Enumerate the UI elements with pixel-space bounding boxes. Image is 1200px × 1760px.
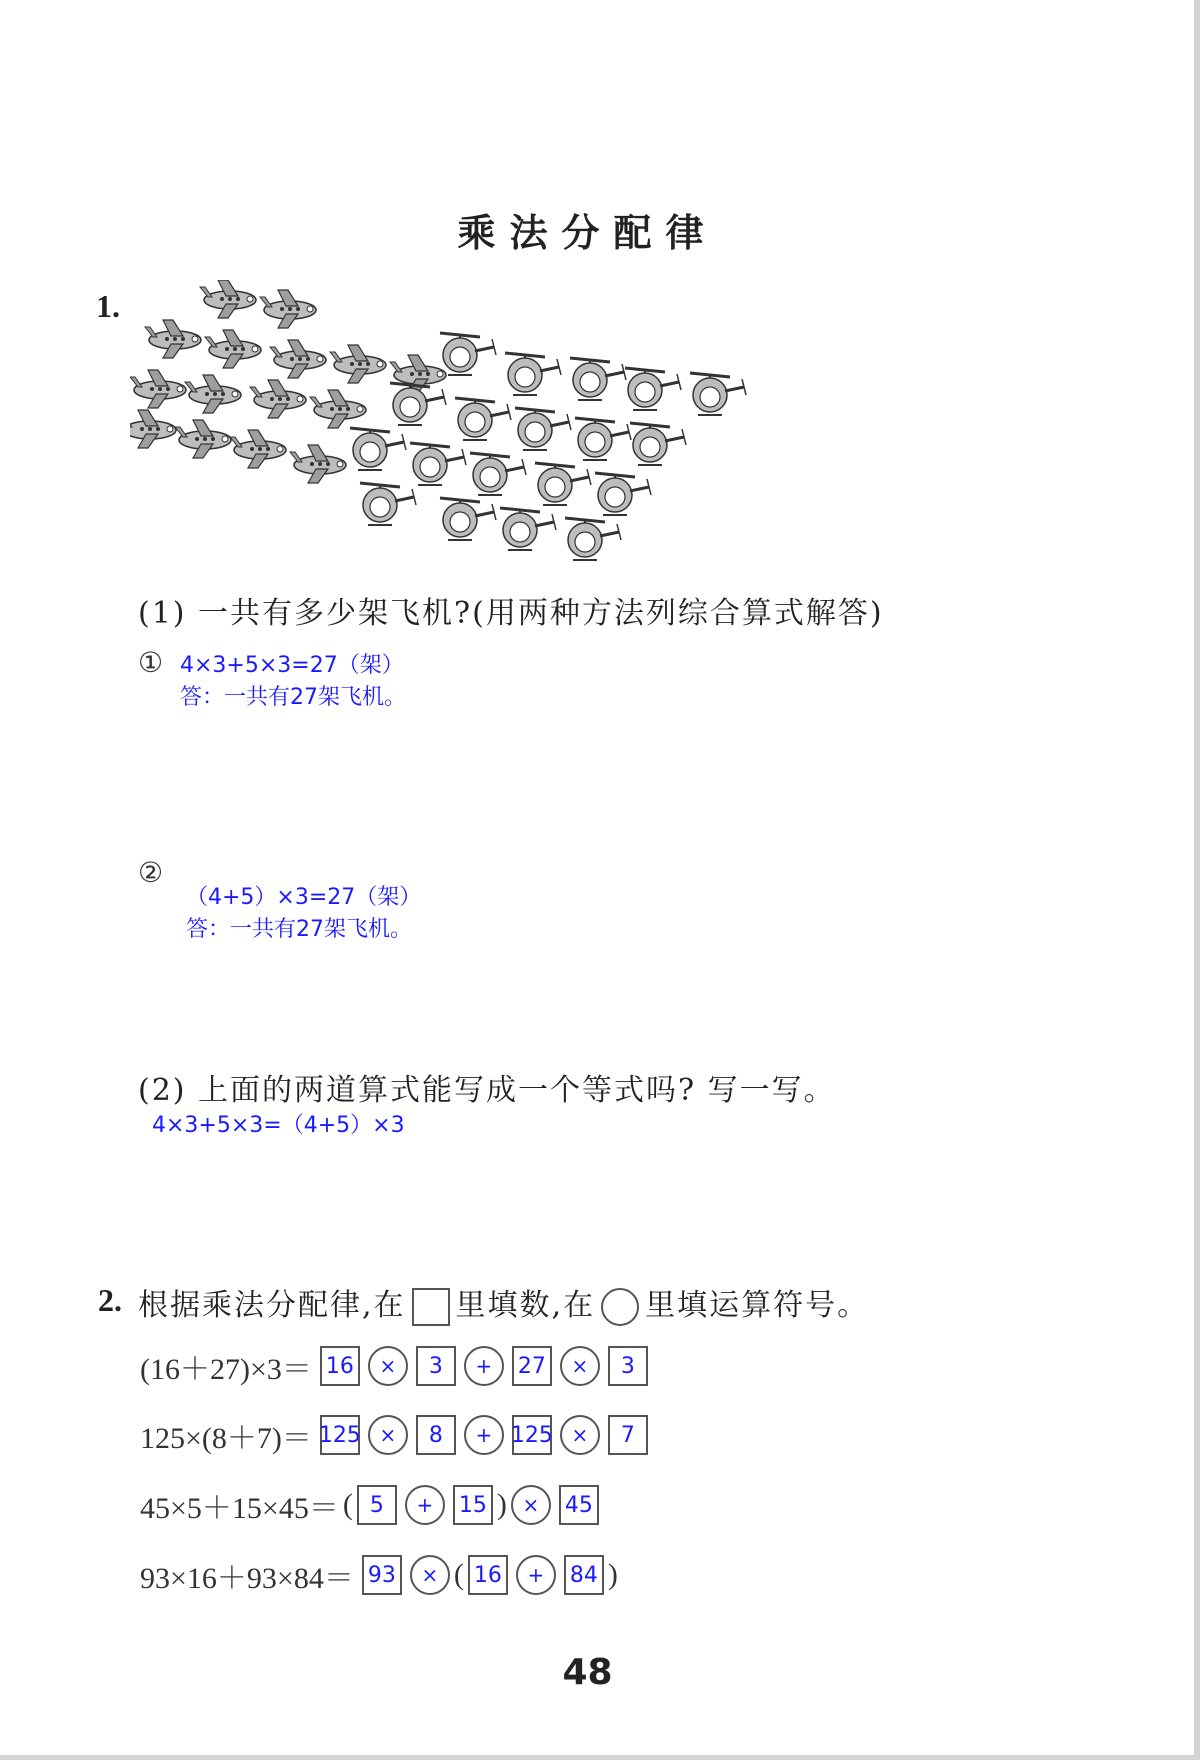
equation-lhs: 45×5＋15×45＝	[140, 1492, 339, 1525]
question-2-instruction	[138, 1280, 869, 1326]
answer-box[interactable]: 3	[416, 1346, 456, 1386]
method-2-answer: 答：一共有27架飞机。	[186, 917, 412, 942]
operator-circle[interactable]: ×	[511, 1485, 551, 1525]
box-symbol	[412, 1288, 450, 1326]
operator-circle[interactable]: +	[405, 1485, 445, 1525]
instruction-part-a: 根据乘法分配律,在	[138, 1288, 406, 1323]
equation-lhs: 93×16＋93×84＝	[140, 1562, 354, 1595]
answer-box[interactable]: 16	[320, 1346, 360, 1386]
circle-symbol	[601, 1288, 639, 1326]
page-number: 48	[562, 1652, 613, 1693]
answer-box[interactable]: 16	[468, 1555, 508, 1595]
answer-box[interactable]: 3	[608, 1346, 648, 1386]
answer-box[interactable]: 7	[608, 1415, 648, 1455]
equation-row-2	[140, 1412, 652, 1458]
question-1-part-1: (1) 一共有多少架飞机?(用两种方法列综合算式解答)	[138, 596, 884, 631]
question-1-part-2: (2) 上面的两道算式能写成一个等式吗? 写一写。	[138, 1073, 836, 1108]
answer-box[interactable]: 84	[564, 1555, 604, 1595]
operator-circle[interactable]: +	[464, 1346, 504, 1386]
operator-circle[interactable]: +	[464, 1415, 504, 1455]
question-1-number: 1.	[96, 288, 120, 324]
operator-circle[interactable]: ×	[368, 1415, 408, 1455]
open-paren: (	[342, 1488, 353, 1521]
answer-box[interactable]: 15	[453, 1485, 493, 1525]
answer-box[interactable]: 45	[559, 1485, 599, 1525]
operator-circle[interactable]: +	[516, 1555, 556, 1595]
answer-box[interactable]: 93	[362, 1555, 402, 1595]
airplanes-helicopters-illustration	[130, 280, 810, 570]
operator-circle[interactable]: ×	[560, 1415, 600, 1455]
method-1-answer: 答：一共有27架飞机。	[180, 685, 406, 710]
answer-box[interactable]: 5	[357, 1485, 397, 1525]
method-1-marker: ①	[138, 646, 164, 679]
method-1-equation: 4×3+5×3=27（架）	[180, 653, 404, 678]
equation-lhs: 125×(8＋7)＝	[140, 1422, 312, 1455]
answer-box[interactable]: 8	[416, 1415, 456, 1455]
close-paren: )	[607, 1558, 618, 1591]
instruction-part-c: 里填运算符号。	[645, 1288, 870, 1323]
page-edge-right	[1194, 0, 1200, 1760]
method-2-marker: ②	[138, 856, 164, 889]
equation-lhs: (16＋27)×3＝	[140, 1353, 312, 1386]
answer-box[interactable]: 27	[512, 1346, 552, 1386]
equation-row-4	[140, 1552, 618, 1598]
operator-circle[interactable]: ×	[560, 1346, 600, 1386]
part-2-answer: 4×3+5×3=（4+5）×3	[152, 1113, 405, 1138]
method-2-equation: （4+5）×3=27（架）	[186, 885, 422, 910]
operator-circle[interactable]: ×	[368, 1346, 408, 1386]
page-edge-bottom	[0, 1755, 1200, 1760]
instruction-part-b: 里填数,在	[455, 1288, 596, 1323]
equation-row-3	[140, 1482, 603, 1528]
open-paren: (	[453, 1558, 464, 1591]
page-title: 乘法分配律	[457, 211, 718, 255]
operator-circle[interactable]: ×	[410, 1555, 450, 1595]
equation-row-1	[140, 1343, 652, 1389]
answer-box[interactable]: 125	[320, 1415, 360, 1455]
close-paren: )	[496, 1488, 507, 1521]
answer-box[interactable]: 125	[512, 1415, 552, 1455]
question-2-number: 2.	[98, 1282, 122, 1318]
